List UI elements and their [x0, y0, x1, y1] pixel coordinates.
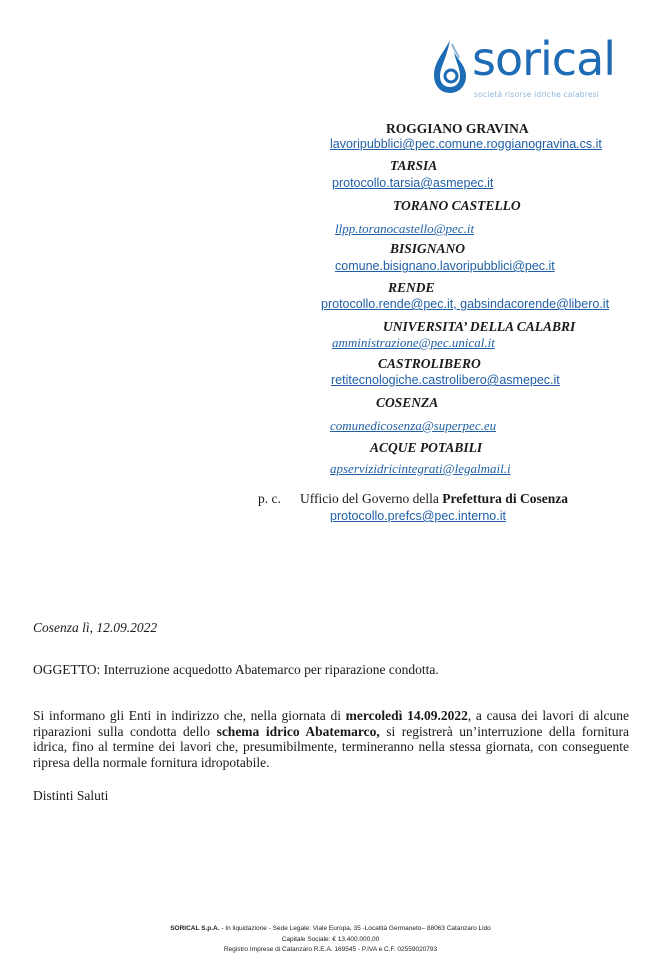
recipient-email[interactable]: apservizidricintegrati@legalmail.i [330, 461, 511, 476]
footer-address: - In liquidazione - Sede Legale: Viale Europa, 35 -Località Germaneto– 88063 Catanzaro Lido [219, 925, 491, 932]
recipient-name: UNIVERSITA’ DELLA CALABRI [383, 319, 576, 334]
recipient-email[interactable]: lavoripubblici@pec.comune.roggianogravina.cs.it [330, 137, 602, 151]
footer-line-3: Registro Imprese di Catanzaro R.E.A. 169545 - P.IVA e C.F. 02559020793 [223, 946, 438, 953]
subject-line: OGGETTO: Interruzione acquedotto Abatemarco per riparazione condotta. [33, 662, 439, 677]
water-drop-icon [430, 38, 470, 96]
body-text-3: si registrerà un’interruzione della fornitura idrica, fino al termine dei lavori che, presumibilmente, termineranno nella stessa giornata, con conseguente ripresa della normale fornitura idropotabile. [33, 723, 629, 770]
body-paragraph [33, 708, 629, 770]
body-text-2: , a causa dei lavori di alcune riparazioni sulla condotta dello [33, 708, 629, 739]
recipient-email[interactable]: llpp.toranocastello@pec.it [335, 221, 475, 236]
date-value: 12.09.2022 [96, 620, 158, 635]
body-date: mercoledì 14.09.2022 [345, 708, 468, 723]
recipient-name: CASTROLIBERO [378, 356, 481, 371]
recipient-name: ROGGIANO GRAVINA [386, 121, 529, 136]
pc-label: p. c. [258, 491, 281, 506]
footer-line-1 [0, 925, 661, 932]
pc-office-name: Prefettura di Cosenza [442, 491, 568, 506]
recipient-name: BISIGNANO [390, 241, 466, 256]
closing: Distinti Saluti [33, 788, 109, 803]
pc-office-prefix: Ufficio del Governo della [300, 491, 443, 506]
recipient-email[interactable]: protocollo.tarsia@asmepec.it [332, 176, 494, 190]
recipient-name: TORANO CASTELLO [393, 198, 521, 213]
recipient-email[interactable]: amministrazione@pec.unical.it [332, 335, 495, 350]
recipient-email[interactable]: protocollo.rende@pec.it, gabsindacorende@libero.it [321, 297, 610, 311]
date-place: Cosenza lì, [33, 620, 97, 635]
recipient-name: ACQUE POTABILI [370, 440, 483, 455]
recipient-name: RENDE [388, 280, 435, 295]
footer-company: SORICAL S.p.A. [170, 925, 220, 932]
date-line [33, 620, 157, 636]
body-scheme: schema idrico Abatemarco, [216, 723, 380, 739]
body-text-1: Si informano gli Enti in indirizzo che, nella giornata di [33, 708, 346, 723]
sorical-logo [430, 34, 625, 104]
recipient-email[interactable]: retitecnologiche.castrolibero@asmepec.it [331, 373, 560, 387]
recipient-email[interactable]: comunedicosenza@superpec.eu [330, 418, 497, 433]
logo-tagline: società risorse idriche calabresi [474, 90, 600, 99]
pc-office [300, 491, 568, 507]
recipient-name: COSENZA [376, 395, 439, 410]
logo-wordmark: sorical [472, 32, 616, 86]
pc-email[interactable]: protocollo.prefcs@pec.interno.it [330, 509, 506, 523]
recipient-name: TARSIA [390, 158, 438, 173]
footer-line-2: Capitale Sociale: € 13.400.000,00 [281, 936, 380, 943]
recipient-email[interactable]: comune.bisignano.lavoripubblici@pec.it [335, 259, 555, 273]
